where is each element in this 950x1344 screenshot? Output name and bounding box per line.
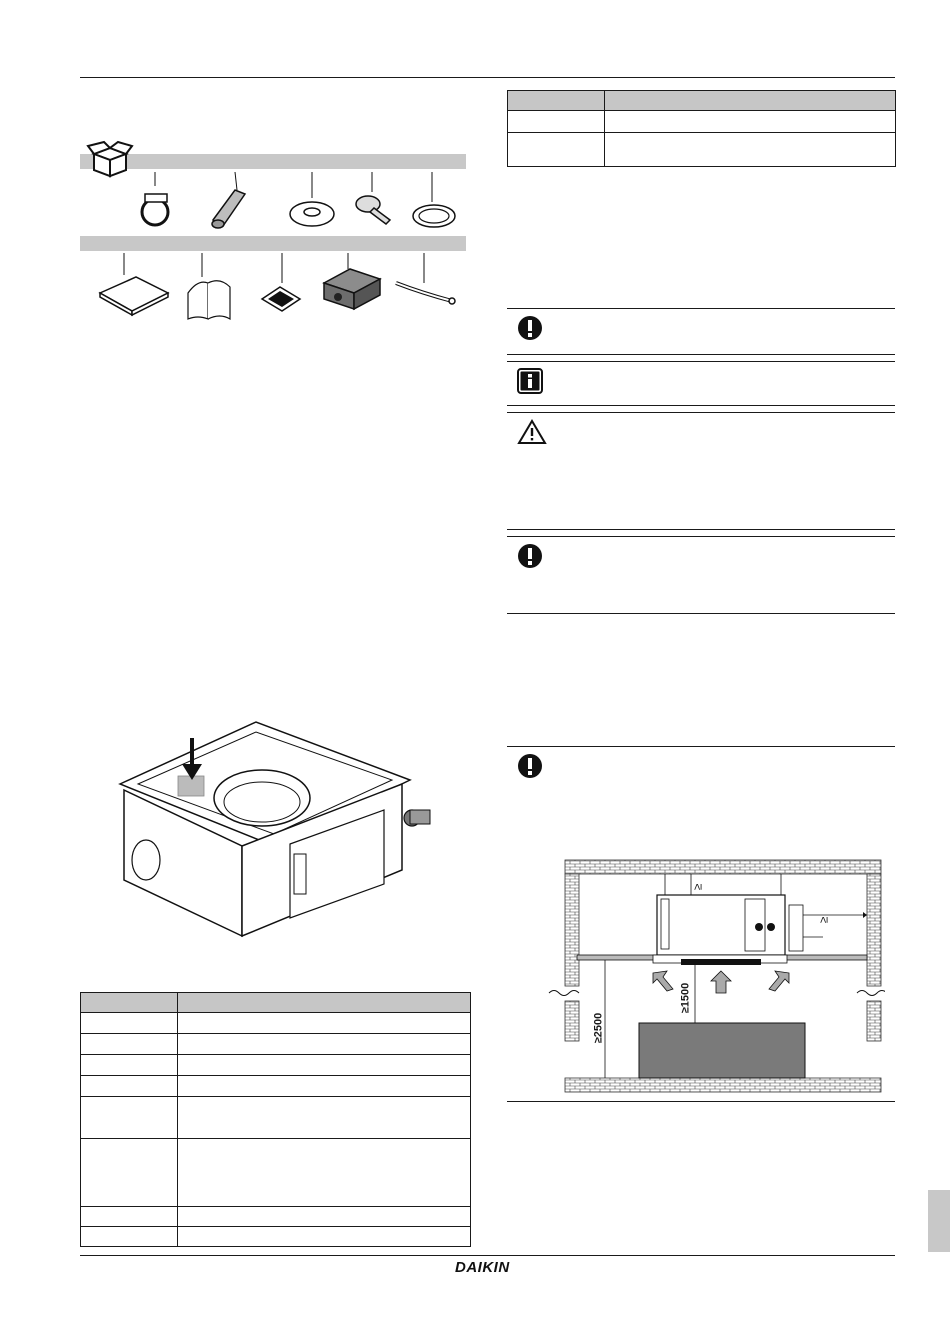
indoor-unit-illustration: [110, 714, 440, 955]
clearance-label-top: ≥: [690, 883, 705, 891]
daikin-logo: DAIKIN: [455, 1259, 510, 1276]
drain-hose-image: [205, 172, 255, 237]
exclamation-icon: [517, 315, 543, 346]
table-row: [81, 1013, 471, 1034]
table-row: [508, 111, 896, 133]
accessory-band-2: [80, 236, 466, 251]
box-open-icon: [86, 140, 136, 183]
info-icon: [517, 368, 543, 399]
clearance-label-side: ≥: [816, 916, 831, 924]
operation-manual-image: [184, 253, 234, 328]
installation-manual-image: [98, 253, 170, 324]
left-table: [80, 992, 471, 1247]
chapter-tab: [928, 1190, 950, 1252]
clearance-label-object: ≥1500: [679, 982, 692, 1014]
table-row: [81, 1207, 471, 1227]
clearance-diagram: [545, 855, 885, 1100]
table-row: [81, 1076, 471, 1097]
metal-clamp-image: [135, 172, 175, 237]
clearance-label-floor: ≥2500: [592, 1012, 605, 1044]
insulation-ring-image: [410, 172, 462, 237]
table-row: [81, 1227, 471, 1247]
sealing-washer-image: [286, 172, 338, 237]
notice-box-2: [507, 536, 895, 614]
table-row: [81, 1055, 471, 1076]
paper-pattern-image: [258, 253, 304, 318]
connector-box-image: [320, 253, 384, 318]
screw-image: [350, 172, 400, 237]
footer-rule: [80, 1255, 895, 1256]
accessory-band-1: [80, 154, 466, 169]
caution-box: [507, 412, 895, 530]
info-box: [507, 361, 895, 406]
table-row: [81, 1034, 471, 1055]
cable-tie-image: [392, 253, 460, 318]
table-header-row: [81, 993, 471, 1013]
table-row: [81, 1139, 471, 1207]
exclamation-icon: [517, 753, 543, 784]
exclamation-icon: [517, 543, 543, 574]
table-row: [508, 133, 896, 167]
warning-triangle-icon: [517, 419, 547, 450]
table-header-row: [508, 91, 896, 111]
header-rule: [80, 77, 895, 78]
notice-box-1: [507, 308, 895, 355]
table-row: [81, 1097, 471, 1139]
right-table: [507, 90, 896, 167]
